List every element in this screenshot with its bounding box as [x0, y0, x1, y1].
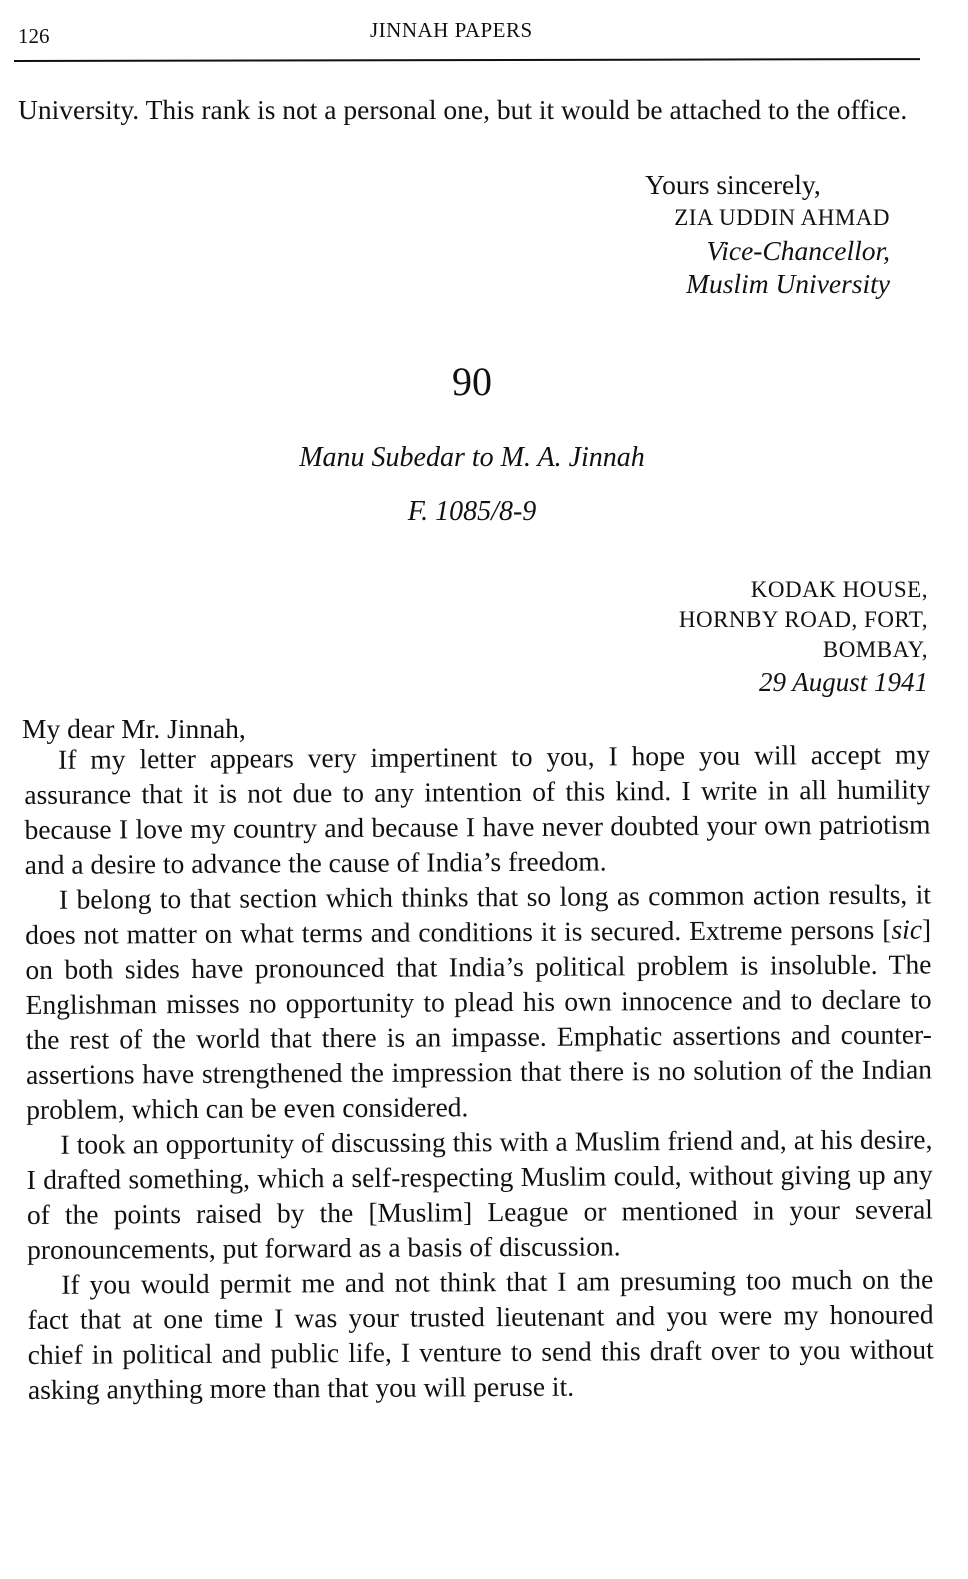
document-heading: Manu Subedar to M. A. Jinnah — [299, 442, 645, 473]
running-head — [18, 18, 928, 48]
running-title: JINNAH PAPERS — [370, 18, 533, 42]
address-line: KODAK HOUSE, — [750, 577, 928, 602]
letter-paragraph: I belong to that section which thinks that so long as common action results, it does not matter on what terms and conditions it is secured. Extreme persons [sic] on both sides have pronounced that India’s political problem is insoluble. The Englishman misses no opportunity to plead his own innocence and to declare to the rest of the world that there is an impasse. Emphatic assertions and counter-assertions have strengthened the impression that there is no solution of the Indian problem, which can be even considered. — [25, 878, 933, 1125]
sender-address — [608, 575, 928, 699]
sic-annotation: sic — [891, 913, 923, 945]
document-reference: F. 1085/8-9 — [407, 496, 537, 527]
letter-paragraph: I took an opportunity of discussing this with a Muslim friend and, at his desire, I drafted something, which a self-respecting Muslim could, without giving up any of the points raised by the [Muslim] League or mentioned in your several pronouncements, put forward as a basis of discussion. — [26, 1123, 933, 1265]
salutation: My dear Mr. Jinnah, — [22, 713, 246, 744]
carryover-paragraph: University. This rank is not a personal one, but it would be attached to the office. — [18, 94, 908, 125]
header-rule — [14, 58, 920, 62]
letter-paragraph: If my letter appears very impertinent to you, I hope you will accept my assurance that it is not due to any intention of this kind. I write in all humility because I love my country and because I have never doubted your own patriotism and a desire to advance the cause of India’s freedom. — [24, 738, 931, 880]
signer-position: Vice-Chancellor, — [706, 235, 890, 266]
letter-paragraph: If you would permit me and not think that I am presuming too much on the fact that at one time I was your trusted lieutenant and you were my honoured chief in political and public life, I venture to send this draft over to you without asking anything more than that you will peruse it. — [27, 1263, 934, 1405]
address-line: BOMBAY, — [822, 637, 928, 662]
signer-name: ZIA UDDIN AHMAD — [674, 205, 890, 230]
complimentary-close: Yours sincerely, — [645, 169, 821, 200]
letter-body — [24, 736, 934, 1407]
address-line: HORNBY ROAD, FORT, — [678, 607, 928, 632]
page-number: 126 — [18, 24, 50, 48]
signer-institution: Muslim University — [686, 268, 890, 299]
letter-date: 29 August 1941 — [758, 667, 928, 697]
letter-closing — [600, 168, 890, 300]
document-number: 90 — [452, 359, 492, 404]
